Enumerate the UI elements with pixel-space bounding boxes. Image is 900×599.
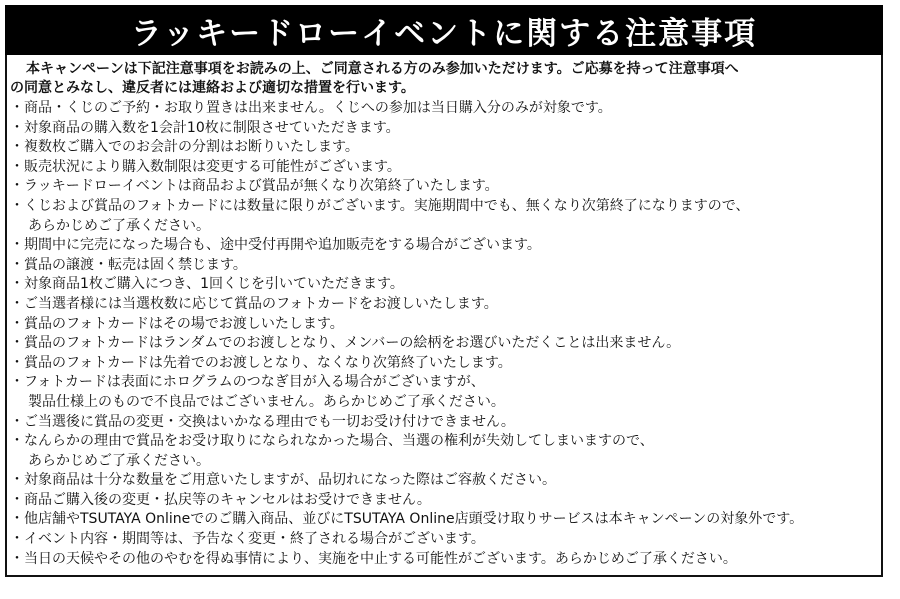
notice-item-continuation: 製品仕様上のもので不良品ではございません。あらかじめご了承ください。 xyxy=(28,393,505,410)
notice-item: ・ラッキードローイベントは商品および賞品が無くなり次第終了いたします。 xyxy=(10,178,499,195)
notice-item: ・販売状況により購入数制限は変更する可能性がございます。 xyxy=(10,158,401,175)
notice-item: ・ご当選者様には当選枚数に応じて賞品のフォトカードをお渡しいたします。 xyxy=(10,295,498,312)
intro-paragraph xyxy=(10,60,876,98)
notice-item-continuation: あらかじめご了承ください。 xyxy=(28,217,210,234)
notice-item-continuation: あらかじめご了承ください。 xyxy=(28,452,210,469)
notice-item: ・ご当選後に賞品の変更・交換はいかなる理由でも一切お受け付けできません。 xyxy=(10,413,515,430)
notice-item: ・対象商品は十分な数量をご用意いたしますが、品切れになった際はご容赦ください。 xyxy=(10,472,556,489)
notice-item: ・賞品の譲渡・転売は固く禁じます。 xyxy=(10,256,247,273)
notice-item: ・イベント内容・期間等は、予告なく変更・終了される場合がございます。 xyxy=(10,531,485,548)
notice-item: ・賞品のフォトカードはその場でお渡しいたします。 xyxy=(10,315,344,332)
notice-item: ・賞品のフォトカードはランダムでのお渡しとなり、メンバーの絵柄をお選びいただくことは出来ません。 xyxy=(10,335,681,352)
title-bar xyxy=(5,5,883,55)
notice-list xyxy=(10,99,880,569)
notice-item: ・対象商品の購入数を1会計10枚に制限させていただきます。 xyxy=(10,119,400,136)
notice-item: ・フォトカードは表面にホログラムのつなぎ目が入る場合がございますが、 xyxy=(10,374,485,391)
notice-item: ・期間中に完売になった場合も、途中受付再開や追加販売をする場合がございます。 xyxy=(10,237,541,254)
notice-item: ・なんらかの理由で賞品をお受け取りになられなかった場合、当選の権利が失効してしまいますので、 xyxy=(10,433,654,450)
notice-item: ・他店舗やTSUTAYA Onlineでのご購入商品、並びにTSUTAYA Online店頭受け取りサービスは本キャンペーンの対象外です。 xyxy=(10,511,804,528)
intro-line-1: 本キャンペーンは下記注意事項をお読みの上、ご同意される方のみ参加いただけます。ご応募を持って注意事項へ xyxy=(26,61,739,77)
page-title: ラッキードローイベントに関する注意事項 xyxy=(130,15,758,52)
notice-item: ・商品・くじのご予約・お取り置きは出来ません。くじへの参加は当日購入分のみが対象です。 xyxy=(10,100,612,116)
notice-item: ・対象商品1枚ご購入につき、1回くじを引いていただきます。 xyxy=(10,276,404,293)
notice-item: ・商品ご購入後の変更・払戻等のキャンセルはお受けできません。 xyxy=(10,491,431,508)
notice-item: ・当日の天候やその他のやむを得ぬ事情により、実施を中止する可能性がございます。あらかじめご了承ください。 xyxy=(10,550,737,567)
notice-item: ・賞品のフォトカードは先着でのお渡しとなり、なくなり次第終了いたします。 xyxy=(10,354,512,371)
intro-line-2: の同意とみなし、違反者には連絡および適切な措置を行います。 xyxy=(10,80,415,96)
notice-item: ・くじおよび賞品のフォトカードには数量に限りがございます。実施期間中でも、無くなり次第終了になりますので、 xyxy=(10,197,750,214)
notice-item: ・複数枚ご購入でのお会計の分割はお断りいたします。 xyxy=(10,139,359,156)
